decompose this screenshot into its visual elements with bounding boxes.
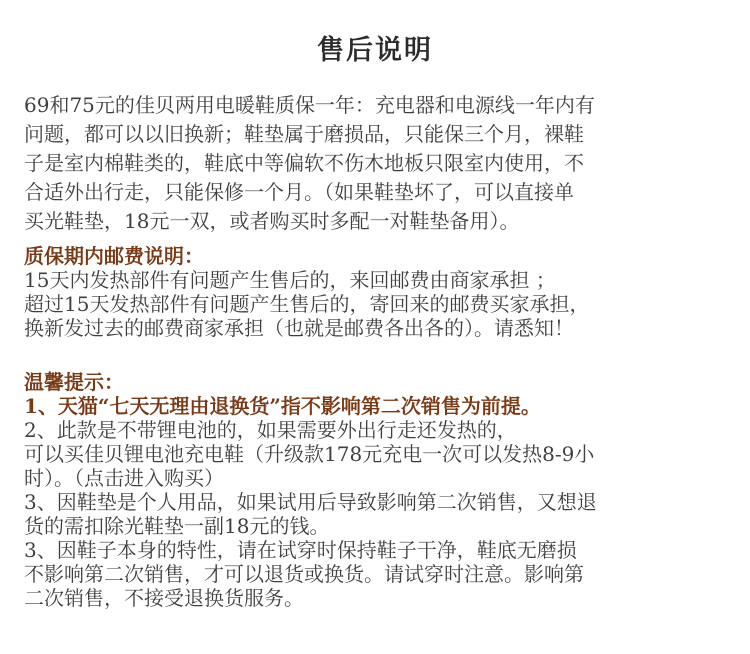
warranty-line: 合适外出行走，只能保修一个月。（如果鞋垫坏了，可以直接单 — [24, 180, 574, 204]
tips-line: 3、因鞋垫是个人用品，如果试用后导致影响第二次销售，又想退 — [24, 490, 597, 514]
purchase-link[interactable]: 时）。（点击进入购买） — [24, 466, 224, 490]
postage-section — [24, 244, 730, 340]
tips-line: 货的需扣除光鞋垫一副18元的钱。 — [24, 514, 330, 538]
tips-line: 3、因鞋子本身的特性，请在试穿时保持鞋子干净，鞋底无磨损 — [24, 538, 577, 562]
tips-highlight: 1、天猫“七天无理由退换货”指不影响第二次销售为前提。 — [24, 394, 541, 418]
postage-line: 换新发过去的邮费商家承担（也就是邮费各出各的）。请悉知！ — [24, 316, 574, 340]
warranty-line: 69和75元的佳贝两用电暖鞋质保一年：充电器和电源线一年内有 — [24, 93, 595, 117]
postage-line: 15天内发热部件有问题产生售后的，来回邮费由商家承担 ； — [24, 268, 556, 292]
postage-line: 超过15天发热部件有问题产生售后的，寄回来的邮费买家承担， — [24, 292, 590, 316]
tips-line: 不影响第二次销售，才可以退货或换货。请试穿时注意。影响第 — [24, 562, 584, 586]
postage-heading: 质保期内邮费说明： — [24, 244, 204, 268]
warranty-line: 子是室内棉鞋类的，鞋底中等偏软不伤木地板只限室内使用，不 — [24, 151, 584, 175]
tips-line: 可以买佳贝锂电池充电鞋（升级款178元充电一次可以发热8-9小 — [24, 442, 595, 466]
page-title: 售后说明 — [317, 35, 433, 66]
warranty-line: 问题，都可以以旧换新；鞋垫属于磨损品，只能保三个月，裸鞋 — [24, 122, 584, 146]
tips-heading: 温馨提示： — [24, 370, 124, 394]
warranty-line: 买光鞋垫，18元一双，或者购买时多配一对鞋垫备用）。 — [24, 209, 520, 233]
tips-section — [24, 370, 730, 610]
tips-line: 二次销售，不接受退换货服务。 — [24, 586, 304, 610]
warranty-paragraph — [24, 91, 730, 236]
tips-line: 2、此款是不带锂电池的，如果需要外出行走还发热的， — [24, 418, 517, 442]
